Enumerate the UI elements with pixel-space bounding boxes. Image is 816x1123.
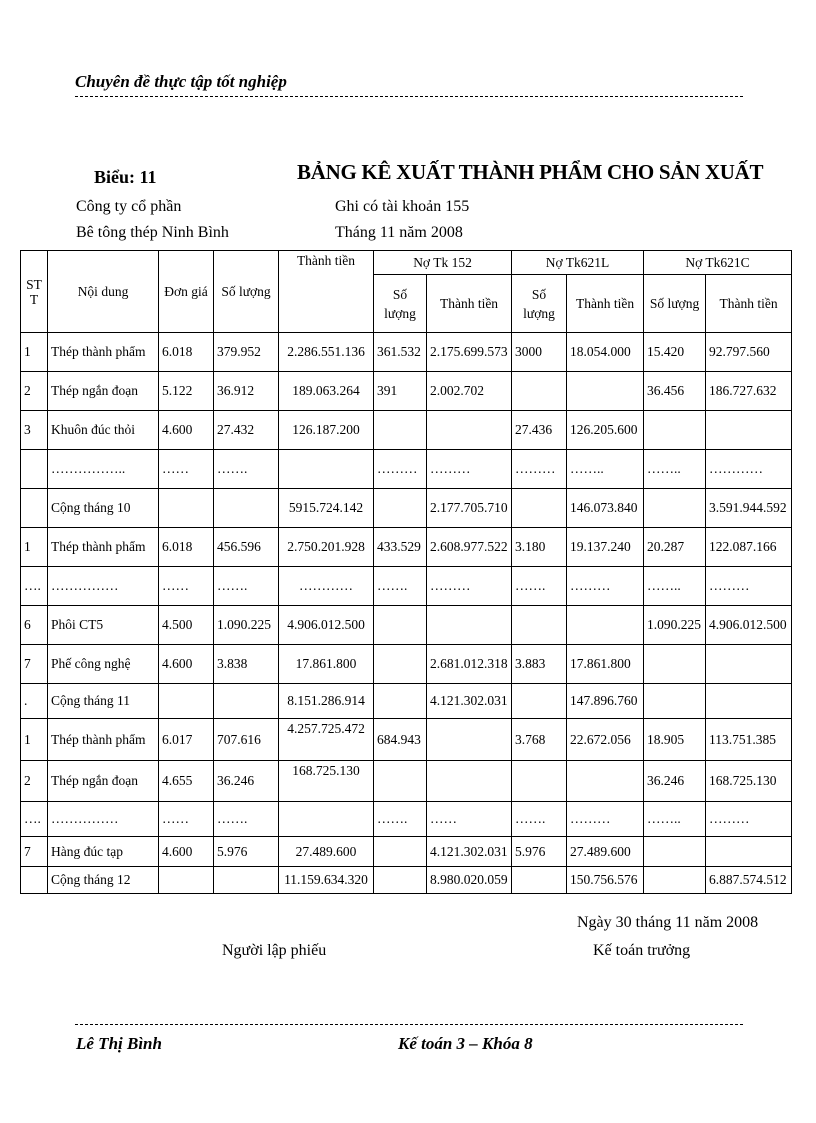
table-cell: Thép thành phẩm xyxy=(48,719,159,761)
table-cell xyxy=(512,489,567,528)
table-cell xyxy=(706,645,792,684)
subheader-thanh-tien-621l: Thành tiền xyxy=(567,275,644,333)
table-cell: 17.861.800 xyxy=(567,645,644,684)
table-cell: 5.976 xyxy=(214,837,279,867)
table-cell: 3.838 xyxy=(214,645,279,684)
table-row xyxy=(21,719,792,761)
issue-table xyxy=(20,250,792,894)
table-cell xyxy=(512,372,567,411)
page-header-title: Chuyên đề thực tập tốt nghiệp xyxy=(75,72,287,91)
table-cell: …… xyxy=(159,450,214,489)
table-cell xyxy=(279,450,374,489)
footer-divider xyxy=(75,1024,743,1025)
table-cell: 19.137.240 xyxy=(567,528,644,567)
table-cell xyxy=(512,867,567,894)
table-row xyxy=(21,837,792,867)
table-cell: 3 xyxy=(21,411,48,450)
table-cell: Phế công nghệ xyxy=(48,645,159,684)
table-cell xyxy=(374,761,427,802)
table-cell xyxy=(21,867,48,894)
table-cell: 2.608.977.522 xyxy=(427,528,512,567)
table-cell: 4.600 xyxy=(159,411,214,450)
table-cell: ……… xyxy=(567,567,644,606)
table-cell: 2.002.702 xyxy=(427,372,512,411)
table-cell: 126.187.200 xyxy=(279,411,374,450)
table-cell: 36.456 xyxy=(644,372,706,411)
table-cell xyxy=(214,867,279,894)
table-cell: ……. xyxy=(374,802,427,837)
footer-class: Kế toán 3 – Khóa 8 xyxy=(398,1034,533,1053)
table-row xyxy=(21,411,792,450)
col-header-no-621l: Nợ Tk621L xyxy=(512,251,644,275)
table-cell: ……… xyxy=(706,802,792,837)
table-cell: 36.912 xyxy=(214,372,279,411)
table-cell: 361.532 xyxy=(374,333,427,372)
table-cell: …… xyxy=(159,567,214,606)
table-cell: 36.246 xyxy=(214,761,279,802)
table-cell xyxy=(427,761,512,802)
table-cell: 4.121.302.031 xyxy=(427,837,512,867)
table-cell: 168.725.130 xyxy=(279,761,374,802)
table-cell: . xyxy=(21,684,48,719)
table-cell: 150.756.576 xyxy=(567,867,644,894)
table-cell xyxy=(427,719,512,761)
table-cell: 27.432 xyxy=(214,411,279,450)
table-cell xyxy=(567,372,644,411)
table-cell: …….. xyxy=(644,450,706,489)
table-cell: 186.727.632 xyxy=(706,372,792,411)
table-cell: ……. xyxy=(374,567,427,606)
table-cell xyxy=(512,761,567,802)
table-cell: 4.906.012.500 xyxy=(706,606,792,645)
table-cell: 4.906.012.500 xyxy=(279,606,374,645)
table-cell: 684.943 xyxy=(374,719,427,761)
table-cell xyxy=(159,489,214,528)
table-cell: 122.087.166 xyxy=(706,528,792,567)
table-cell: 36.246 xyxy=(644,761,706,802)
table-cell: 27.436 xyxy=(512,411,567,450)
table-row xyxy=(21,333,792,372)
table-cell: 113.751.385 xyxy=(706,719,792,761)
table-cell: ……. xyxy=(512,567,567,606)
table-cell: …. xyxy=(21,567,48,606)
table-cell: 11.159.634.320 xyxy=(279,867,374,894)
table-cell: 2 xyxy=(21,761,48,802)
period: Tháng 11 năm 2008 xyxy=(335,224,463,241)
table-cell: 4.500 xyxy=(159,606,214,645)
subheader-so-luong-152: Số lượng xyxy=(374,275,427,333)
col-header-no-621c: Nợ Tk621C xyxy=(644,251,792,275)
table-row xyxy=(21,372,792,411)
table-cell xyxy=(214,684,279,719)
table-cell: Khuôn đúc thỏi xyxy=(48,411,159,450)
table-cell xyxy=(21,489,48,528)
table-cell xyxy=(644,837,706,867)
col-header-noi-dung: Nội dung xyxy=(48,251,159,333)
table-cell: ……… xyxy=(706,567,792,606)
table-row xyxy=(21,489,792,528)
table-cell: 1 xyxy=(21,719,48,761)
col-header-no-152: Nợ Tk 152 xyxy=(374,251,512,275)
table-cell: 3000 xyxy=(512,333,567,372)
company-line-1: Công ty cổ phần xyxy=(76,198,182,215)
table-cell: ………… xyxy=(706,450,792,489)
table-cell: …… xyxy=(159,802,214,837)
table-cell: …….. xyxy=(644,802,706,837)
table-cell xyxy=(374,606,427,645)
table-cell: 3.883 xyxy=(512,645,567,684)
table-cell: 4.655 xyxy=(159,761,214,802)
table-cell xyxy=(567,761,644,802)
table-cell xyxy=(644,411,706,450)
table-cell: …………… xyxy=(48,802,159,837)
table-cell: 1.090.225 xyxy=(214,606,279,645)
table-cell: Thép thành phẩm xyxy=(48,333,159,372)
table-cell: 8.151.286.914 xyxy=(279,684,374,719)
signature-left-label: Người lập phiếu xyxy=(222,942,327,959)
table-cell: Phôi CT5 xyxy=(48,606,159,645)
table-cell: ……. xyxy=(214,450,279,489)
table-cell xyxy=(644,867,706,894)
table-cell: 27.489.600 xyxy=(279,837,374,867)
table-cell: Thép ngắn đoạn xyxy=(48,372,159,411)
table-cell xyxy=(159,684,214,719)
table-cell: ……… xyxy=(427,450,512,489)
col-header-stt: ST T xyxy=(21,251,48,333)
table-cell: 18.905 xyxy=(644,719,706,761)
table-cell: 6 xyxy=(21,606,48,645)
table-cell: 2 xyxy=(21,372,48,411)
table-row xyxy=(21,684,792,719)
table-cell: 15.420 xyxy=(644,333,706,372)
table-cell: 146.073.840 xyxy=(567,489,644,528)
table-row xyxy=(21,761,792,802)
table-cell: 147.896.760 xyxy=(567,684,644,719)
col-header-don-gia: Đơn giá xyxy=(159,251,214,333)
footer-author: Lê Thị Bình xyxy=(76,1034,162,1053)
table-cell: 4.121.302.031 xyxy=(427,684,512,719)
header-divider xyxy=(75,96,743,97)
table-row xyxy=(21,450,792,489)
document-title: BẢNG KÊ XUẤT THÀNH PHẨM CHO SẢN XUẤT xyxy=(297,160,764,184)
table-cell: …… xyxy=(427,802,512,837)
company-line-2: Bê tông thép Ninh Bình xyxy=(76,224,229,241)
table-cell xyxy=(644,645,706,684)
table-cell: 27.489.600 xyxy=(567,837,644,867)
col-header-so-luong: Số lượng xyxy=(214,251,279,333)
table-cell: …….. xyxy=(567,450,644,489)
table-cell: 92.797.560 xyxy=(706,333,792,372)
table-cell: …………… xyxy=(48,567,159,606)
account-credit: Ghi có tài khoản 155 xyxy=(335,198,470,215)
table-cell: 3.180 xyxy=(512,528,567,567)
table-cell: 2.286.551.136 xyxy=(279,333,374,372)
table-cell xyxy=(214,489,279,528)
table-cell: ……… xyxy=(512,450,567,489)
table-cell: 707.616 xyxy=(214,719,279,761)
table-cell: Cộng tháng 10 xyxy=(48,489,159,528)
table-cell: 391 xyxy=(374,372,427,411)
table-cell: 456.596 xyxy=(214,528,279,567)
table-cell: 5915.724.142 xyxy=(279,489,374,528)
table-cell xyxy=(512,606,567,645)
table-cell: 22.672.056 xyxy=(567,719,644,761)
table-row xyxy=(21,802,792,837)
table-cell: 1.090.225 xyxy=(644,606,706,645)
table-cell: 3.591.944.592 xyxy=(706,489,792,528)
table-cell: 3.768 xyxy=(512,719,567,761)
table-cell xyxy=(374,489,427,528)
signature-right-label: Kế toán trưởng xyxy=(593,942,691,959)
table-cell xyxy=(374,867,427,894)
table-cell xyxy=(567,606,644,645)
table-cell: 6.018 xyxy=(159,528,214,567)
table-cell xyxy=(706,837,792,867)
table-cell: 5.122 xyxy=(159,372,214,411)
subheader-so-luong-621c: Số lượng xyxy=(644,275,706,333)
table-cell: ……. xyxy=(214,802,279,837)
table-cell: Cộng tháng 11 xyxy=(48,684,159,719)
table-cell: ……… xyxy=(567,802,644,837)
table-cell xyxy=(427,411,512,450)
table-cell: ………… xyxy=(279,567,374,606)
table-cell: 2.681.012.318 xyxy=(427,645,512,684)
table-cell: 126.205.600 xyxy=(567,411,644,450)
table-cell xyxy=(512,684,567,719)
table-cell: Thép ngắn đoạn xyxy=(48,761,159,802)
table-row xyxy=(21,867,792,894)
table-row xyxy=(21,567,792,606)
table-cell: 4.600 xyxy=(159,645,214,684)
table-cell: Hàng đúc tạp xyxy=(48,837,159,867)
table-cell: Thép thành phẩm xyxy=(48,528,159,567)
table-cell xyxy=(644,489,706,528)
table-cell xyxy=(374,837,427,867)
table-cell xyxy=(706,411,792,450)
table-cell: …….. xyxy=(644,567,706,606)
table-cell: 2.175.699.573 xyxy=(427,333,512,372)
table-cell: 5.976 xyxy=(512,837,567,867)
table-row xyxy=(21,645,792,684)
table-cell: 168.725.130 xyxy=(706,761,792,802)
table-cell xyxy=(279,802,374,837)
subheader-so-luong-621l: Số lượng xyxy=(512,275,567,333)
table-cell: 17.861.800 xyxy=(279,645,374,684)
table-cell xyxy=(374,411,427,450)
subheader-thanh-tien-152: Thành tiền xyxy=(427,275,512,333)
table-cell: 433.529 xyxy=(374,528,427,567)
table-cell: 8.980.020.059 xyxy=(427,867,512,894)
table-row xyxy=(21,528,792,567)
table-cell: 4.257.725.472 xyxy=(279,719,374,761)
table-cell: 6.017 xyxy=(159,719,214,761)
table-cell xyxy=(644,684,706,719)
table-cell xyxy=(706,684,792,719)
table-cell xyxy=(374,684,427,719)
table-cell: …. xyxy=(21,802,48,837)
table-cell xyxy=(21,450,48,489)
table-cell: 2.750.201.928 xyxy=(279,528,374,567)
table-cell: ……. xyxy=(214,567,279,606)
table-cell: ……… xyxy=(374,450,427,489)
table-cell: 6.018 xyxy=(159,333,214,372)
table-cell: 2.177.705.710 xyxy=(427,489,512,528)
table-cell: 189.063.264 xyxy=(279,372,374,411)
table-cell: 1 xyxy=(21,528,48,567)
table-cell: 4.600 xyxy=(159,837,214,867)
form-number: Biểu: 11 xyxy=(94,167,157,187)
table-cell: 379.952 xyxy=(214,333,279,372)
table-cell: Cộng tháng 12 xyxy=(48,867,159,894)
table-row xyxy=(21,606,792,645)
table-cell: ……… xyxy=(427,567,512,606)
table-cell xyxy=(427,606,512,645)
col-header-thanh-tien: Thành tiền xyxy=(279,251,374,333)
table-cell xyxy=(159,867,214,894)
table-cell: 20.287 xyxy=(644,528,706,567)
table-cell: 6.887.574.512 xyxy=(706,867,792,894)
table-cell: ……. xyxy=(512,802,567,837)
table-cell xyxy=(374,645,427,684)
subheader-thanh-tien-621c: Thành tiền xyxy=(706,275,792,333)
table-cell: 7 xyxy=(21,645,48,684)
table-cell: 1 xyxy=(21,333,48,372)
table-cell: 7 xyxy=(21,837,48,867)
table-cell: 18.054.000 xyxy=(567,333,644,372)
signature-date: Ngày 30 tháng 11 năm 2008 xyxy=(577,914,759,931)
table-cell: …………….. xyxy=(48,450,159,489)
